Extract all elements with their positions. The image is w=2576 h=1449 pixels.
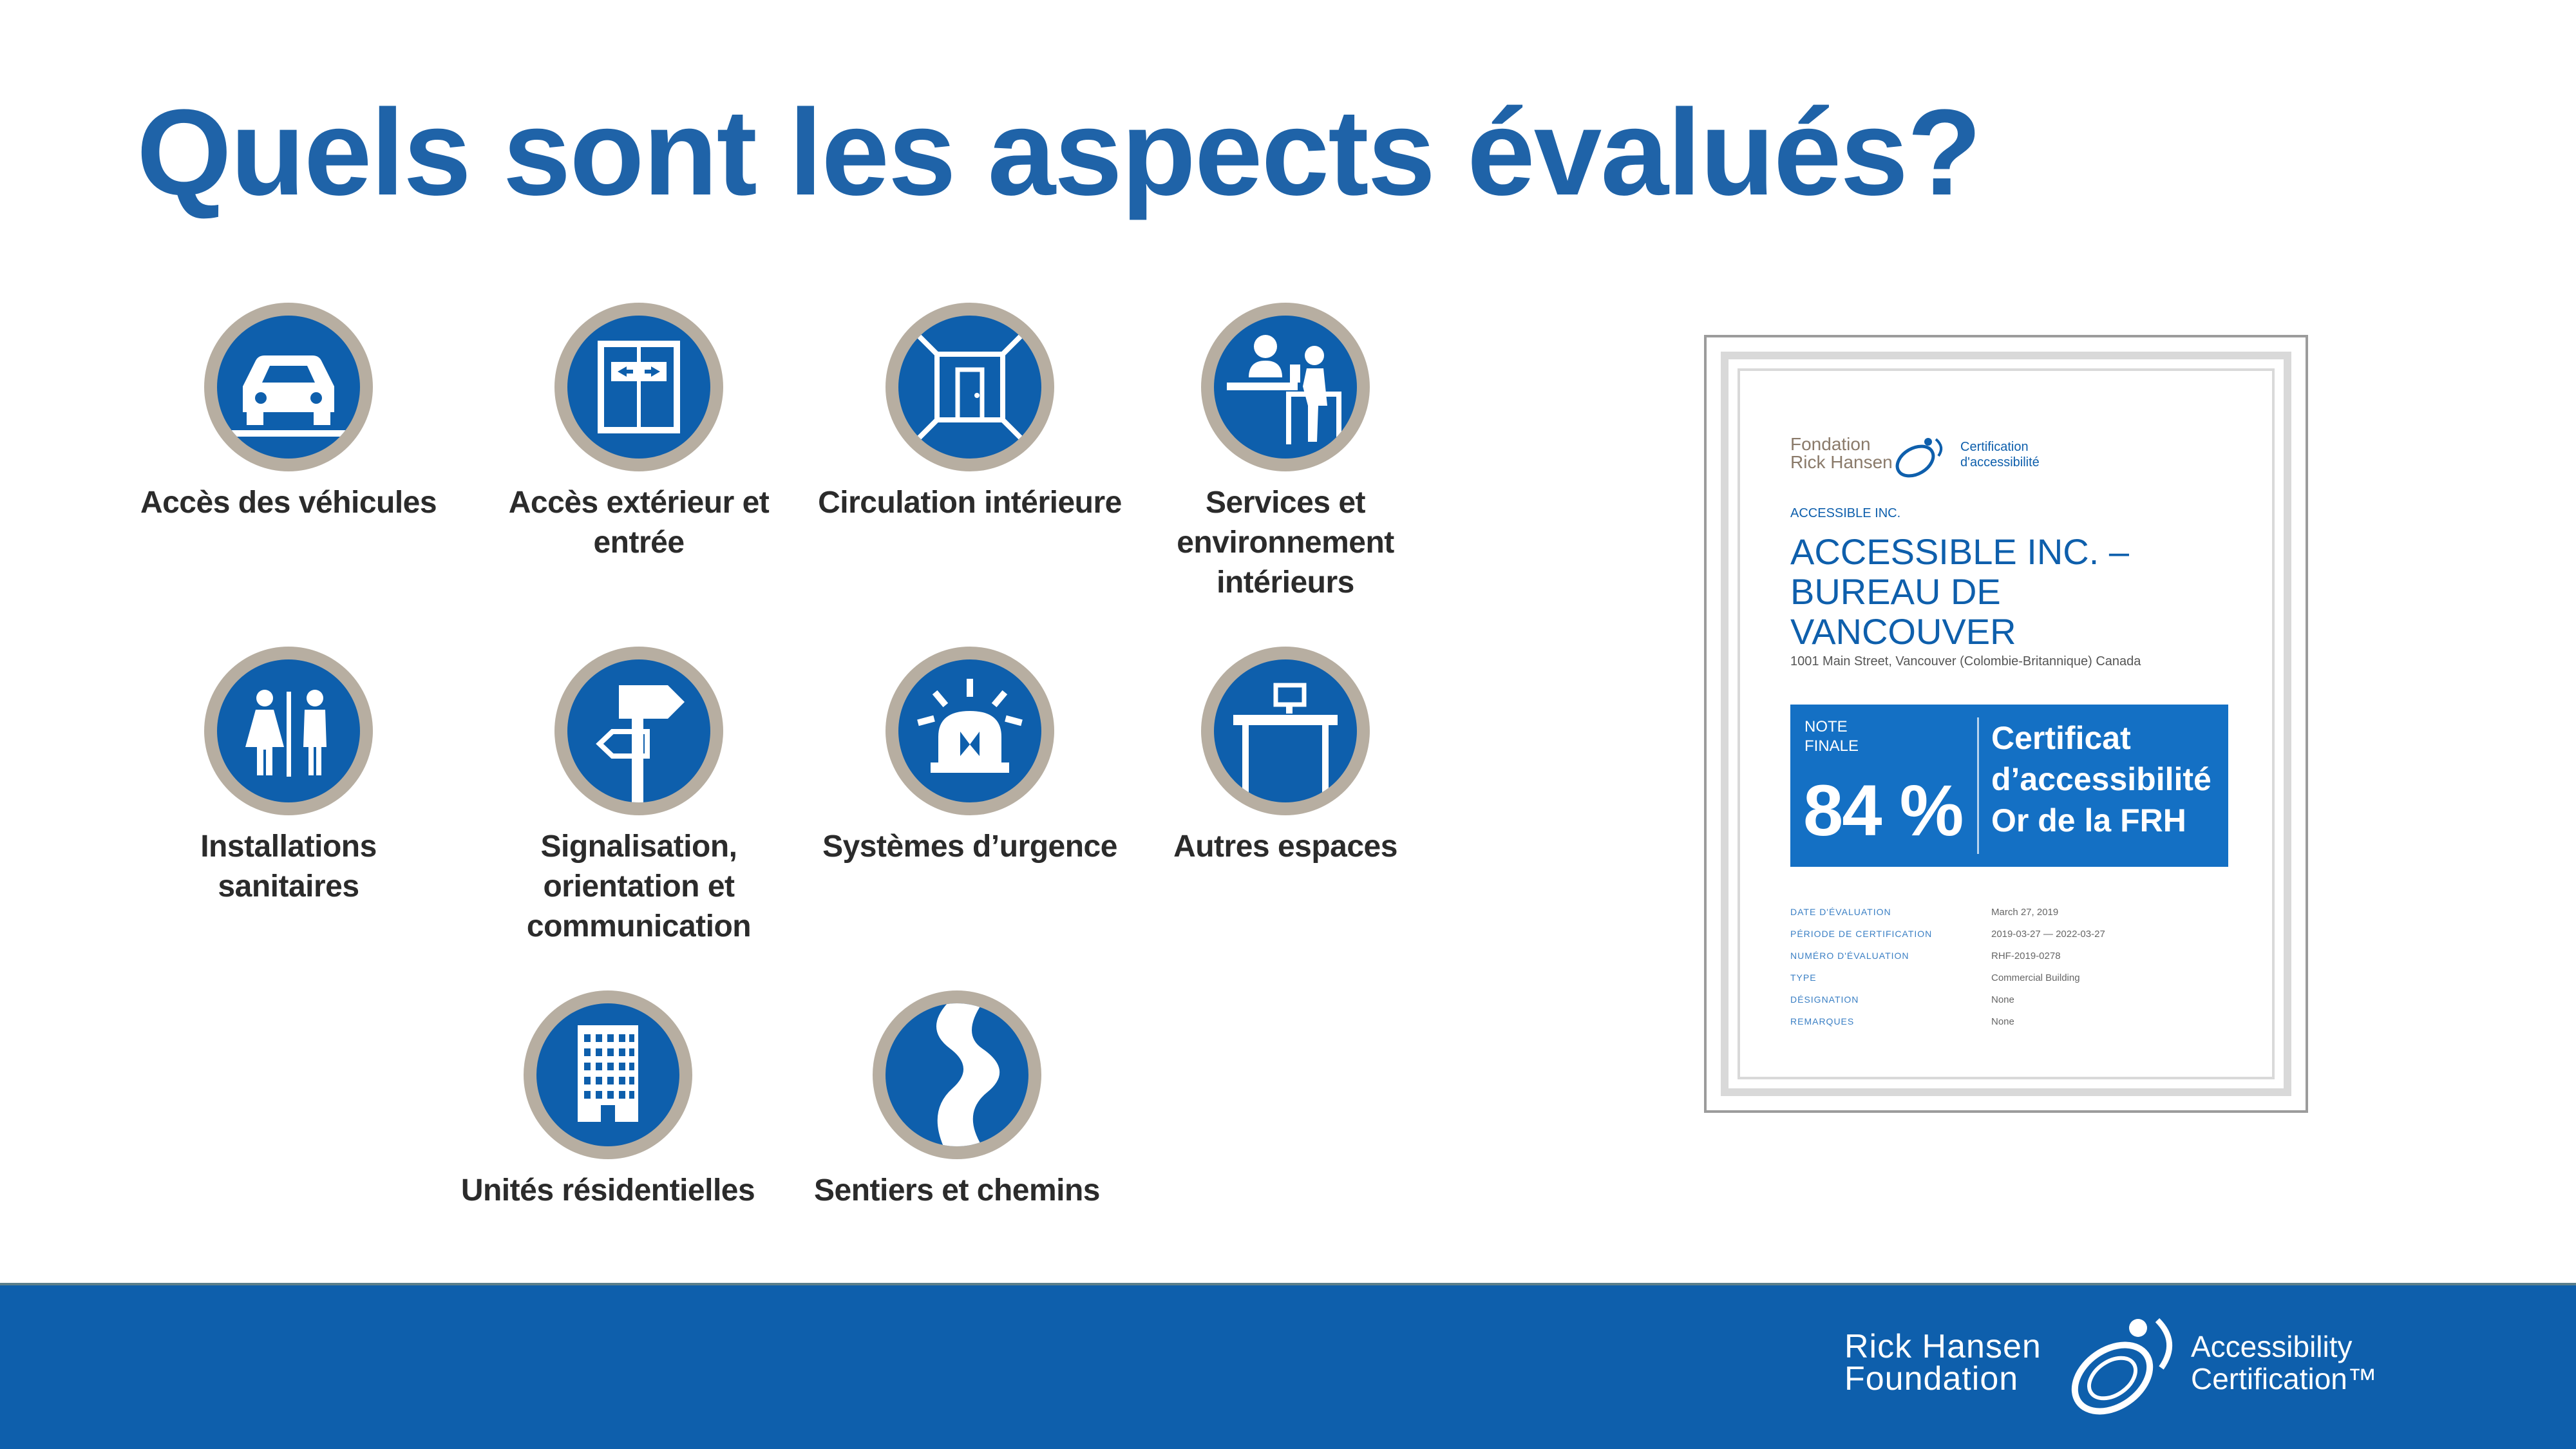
aspect-interior-services	[1124, 303, 1446, 603]
cert-score-box	[1790, 705, 2228, 867]
cert-detail-row: DÉSIGNATION None	[1790, 994, 2014, 1005]
rhf-logo-icon	[1889, 434, 1947, 479]
certificate-image	[1704, 335, 2308, 1113]
aspect-label: Autres espaces	[1173, 829, 1397, 864]
signpost-icon	[567, 659, 710, 802]
cert-detail-row: NUMÉRO D'ÉVALUATION RHF-2019-0278	[1790, 951, 2061, 961]
aspect-label: Circulation intérieure	[818, 486, 1122, 520]
aspect-other-spaces	[1124, 647, 1446, 867]
aspect-residential-units	[447, 990, 769, 1211]
aspect-exterior-access	[478, 303, 800, 563]
cert-site-name: ACCESSIBLE INC. – BUREAU DE VANCOUVER	[1790, 531, 2129, 652]
badge-ring	[524, 990, 692, 1159]
cert-small-heading: ACCESSIBLE INC.	[1790, 506, 1901, 520]
badge-ring	[1201, 647, 1370, 815]
rhf-wheelchair-logo-icon	[2061, 1314, 2183, 1423]
path-icon	[886, 1003, 1028, 1146]
service-counter-icon	[1214, 316, 1357, 459]
badge-ring	[886, 647, 1054, 815]
badge-ring	[204, 647, 373, 815]
aspect-trails-paths	[796, 990, 1118, 1211]
car-icon	[217, 316, 360, 459]
footer-program-line2: Certification™	[2191, 1362, 2377, 1396]
page-title: Quels sont les aspects évalués?	[137, 84, 1981, 221]
cert-title: Certificat d’accessibilité Or de la FRH	[1991, 720, 2211, 838]
cert-detail-row: REMARQUES None	[1790, 1016, 2014, 1027]
aspect-label: Installations sanitaires	[200, 829, 377, 904]
footer-org-line1: Rick Hansen	[1844, 1328, 2041, 1365]
cert-detail-row: TYPE Commercial Building	[1790, 972, 2080, 983]
cert-address: 1001 Main Street, Vancouver (Colombie-Britannique) Canada	[1790, 654, 2141, 668]
cert-logo-text: Fondation Rick Hansen	[1790, 434, 1893, 472]
badge-ring	[204, 303, 373, 471]
footer-program-name	[2191, 1331, 2377, 1395]
emergency-beacon-icon	[898, 659, 1041, 802]
aspect-label: Unités résidentielles	[460, 1173, 755, 1208]
footer-bar	[0, 1285, 2576, 1449]
divider	[1977, 717, 1979, 854]
footer-program-line1: Accessibility	[2191, 1330, 2353, 1363]
aspect-label: Accès des véhicules	[140, 486, 437, 520]
aspect-signage	[478, 647, 800, 947]
kiosk-icon	[1214, 659, 1357, 802]
aspect-label: Systèmes d’urgence	[822, 829, 1117, 864]
aspect-label: Signalisation, orientation et communication	[526, 829, 752, 943]
cert-detail-row: PÉRIODE DE CERTIFICATION 2019-03-27 — 2022-03-27	[1790, 929, 2105, 940]
score-value: 84 %	[1803, 770, 1963, 851]
footer-org-line2: Foundation	[1844, 1360, 2019, 1397]
restroom-icon	[217, 659, 360, 802]
aspect-label: Accès extérieur et entrée	[508, 486, 770, 560]
aspect-interior-circulation	[809, 303, 1131, 523]
aspect-vehicle-access	[128, 303, 450, 523]
aspect-label: Sentiers et chemins	[813, 1173, 1100, 1208]
badge-ring	[886, 303, 1054, 471]
score-label: NOTE FINALE	[1804, 718, 1859, 755]
cert-logo-right-text: Certification d'accessibilité	[1960, 440, 2040, 469]
aspect-label: Services et environnement intérieurs	[1177, 486, 1394, 600]
building-icon	[536, 1003, 679, 1146]
sliding-doors-icon	[567, 316, 710, 459]
badge-ring	[1201, 303, 1370, 471]
badge-ring	[554, 647, 723, 815]
footer-org-name	[1844, 1328, 2041, 1397]
aspect-emergency-systems	[809, 647, 1131, 867]
aspect-restrooms	[128, 647, 450, 907]
cert-detail-row: DATE D'ÉVALUATION March 27, 2019	[1790, 907, 2059, 918]
badge-ring	[873, 990, 1041, 1159]
badge-ring	[554, 303, 723, 471]
interior-corridor-icon	[898, 316, 1041, 459]
